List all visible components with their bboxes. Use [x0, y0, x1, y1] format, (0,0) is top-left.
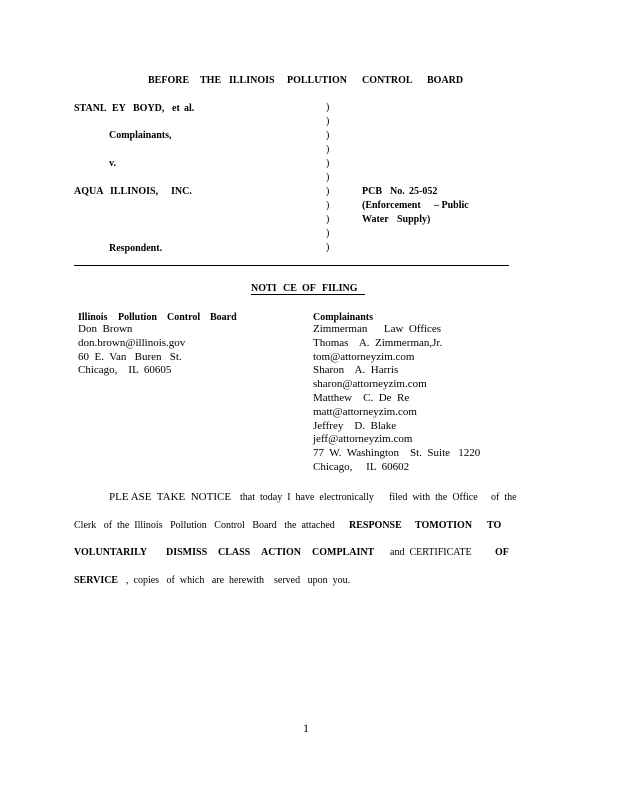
complainants-label: Complainants,	[109, 130, 172, 141]
plaintiff-word: et	[172, 103, 180, 114]
body-emphasis: ACTION	[261, 547, 302, 558]
attorney-name: Sharon A. Harris	[313, 364, 399, 377]
body-emphasis: TO	[487, 520, 502, 531]
paren: )	[326, 130, 330, 141]
court-word: BOARD	[427, 75, 464, 86]
case-number-word: No.	[390, 186, 405, 197]
title-underline	[251, 294, 365, 295]
complainants-heading: Complainants	[313, 312, 374, 323]
attorney-email-link[interactable]: sharon@attorneyzim.com	[313, 378, 427, 391]
board-contact-name: Don Brown	[78, 323, 133, 335]
case-type-word: – Public	[434, 200, 469, 211]
body-text: Clerk of the Illinois Pollution Control Board the attached	[74, 520, 335, 531]
body-emphasis: COMPLAINT	[312, 547, 375, 558]
body-emphasis: OF	[495, 547, 509, 558]
paren: )	[326, 172, 330, 183]
case-number-word: 25-052	[409, 186, 438, 197]
board-street: 60 E. Van Buren St.	[78, 350, 182, 363]
body-emphasis: VOLUNTARILY	[74, 547, 148, 558]
attorney-name: Matthew C. De Re	[313, 391, 410, 404]
paren: )	[326, 144, 330, 155]
defendant-word: ILLINOIS,	[110, 186, 159, 197]
defendant-word: AQUA	[74, 186, 104, 197]
paren: )	[326, 102, 330, 113]
respondent-label: Respondent.	[109, 243, 163, 254]
title-word: CE	[283, 283, 297, 294]
court-word: CONTROL	[362, 75, 413, 86]
body-emphasis: TOMOTION	[415, 520, 473, 531]
court-word: BEFORE	[148, 75, 190, 86]
body-emphasis: SERVICE	[74, 575, 119, 586]
court-word: ILLINOIS	[229, 75, 275, 86]
paren: )	[326, 228, 330, 239]
board-heading-word: Board	[210, 312, 237, 323]
body-text: that today I have electronically	[240, 492, 374, 503]
case-number-word: PCB	[362, 186, 382, 197]
plaintiff-word: STANL	[74, 103, 107, 114]
board-heading-word: Illinois	[78, 312, 108, 323]
paren: )	[326, 200, 330, 211]
board-city: Chicago, IL 60605	[78, 364, 172, 377]
attorney-email-link[interactable]: matt@attorneyzim.com	[313, 405, 417, 418]
title-word: NOTI	[251, 283, 277, 294]
attorney-email-link[interactable]: jeff@attorneyzim.com	[313, 433, 413, 446]
case-type-word: (Enforcement	[362, 200, 421, 211]
board-email-link[interactable]: don.brown@illinois.gov	[78, 336, 186, 349]
plaintiff-word: BOYD,	[133, 103, 165, 114]
board-address	[78, 323, 185, 378]
paren: )	[326, 158, 330, 169]
body-text: PLE ASE TAKE NOTICE	[109, 491, 232, 503]
court-word: POLLUTION	[287, 75, 348, 86]
caption-divider	[74, 265, 509, 266]
body-emphasis: DISMISS	[166, 547, 208, 558]
body-text: of the	[491, 492, 517, 503]
page-number: 1	[303, 721, 309, 735]
paren: )	[326, 116, 330, 127]
body-text: filed with the Office	[389, 492, 478, 503]
attorney-name: Jeffrey D. Blake	[313, 419, 397, 432]
case-type-word: Water	[362, 214, 389, 225]
firm-street: 77 W. Washington St. Suite 1220	[313, 447, 481, 460]
body-text: and CERTIFICATE	[390, 547, 472, 558]
complainants-address	[313, 323, 480, 475]
board-heading-word: Control	[167, 312, 201, 323]
board-heading-word: Pollution	[118, 312, 157, 323]
paren: )	[326, 214, 330, 225]
title-word: FILING	[322, 283, 358, 294]
paren: )	[326, 242, 330, 253]
defendant-word: INC.	[171, 186, 192, 197]
body-emphasis: RESPONSE	[349, 520, 402, 531]
firm-city: Chicago, IL 60602	[313, 460, 410, 473]
body-text: , copies of which are herewith served upon you.	[126, 575, 351, 586]
plaintiff-word: al.	[184, 103, 195, 114]
attorney-email-link[interactable]: tom@attorneyzim.com	[313, 350, 415, 363]
title-word: OF	[302, 283, 316, 294]
case-type-word: Supply)	[397, 214, 431, 225]
body-emphasis: CLASS	[218, 547, 251, 558]
firm-name: Zimmerman Law Offices	[313, 323, 442, 335]
attorney-name: Thomas A. Zimmerman,Jr.	[313, 336, 443, 349]
court-word: THE	[200, 75, 222, 86]
paren: )	[326, 186, 330, 197]
versus-label: v.	[109, 158, 116, 169]
plaintiff-word: EY	[112, 103, 126, 114]
